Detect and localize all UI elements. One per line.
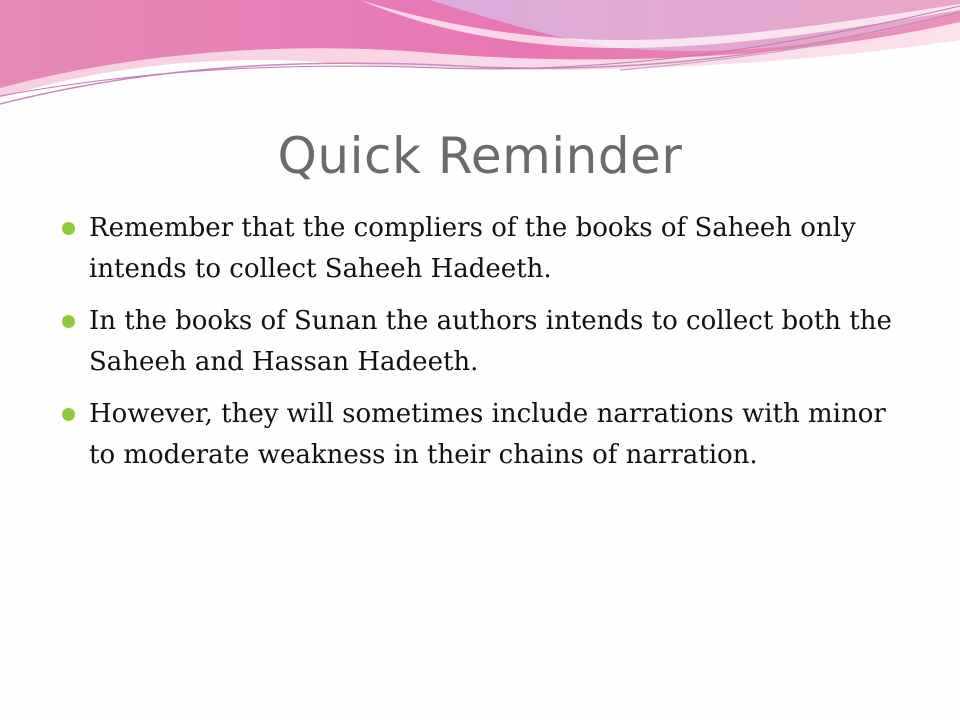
bullet-text: In the books of Sunan the authors intends to collect both the Saheeh and Hassan Hadeeth. bbox=[89, 306, 892, 377]
bullet-item bbox=[62, 208, 902, 290]
bullet-item bbox=[62, 394, 902, 476]
slide-title: Quick Reminder bbox=[277, 127, 683, 185]
bullet-text: However, they will sometimes include narrations with minor to moderate weakness in their chains of narration. bbox=[89, 399, 886, 470]
bullet-dot-icon bbox=[62, 408, 75, 421]
bullet-list bbox=[62, 208, 902, 487]
decorative-wave-header bbox=[0, 0, 960, 130]
bullet-dot-icon bbox=[62, 315, 75, 328]
bullet-text: Remember that the compliers of the books of Saheeh only intends to collect Saheeh Hadeeth. bbox=[89, 213, 856, 284]
bullet-item bbox=[62, 301, 902, 383]
bullet-dot-icon bbox=[62, 222, 75, 235]
